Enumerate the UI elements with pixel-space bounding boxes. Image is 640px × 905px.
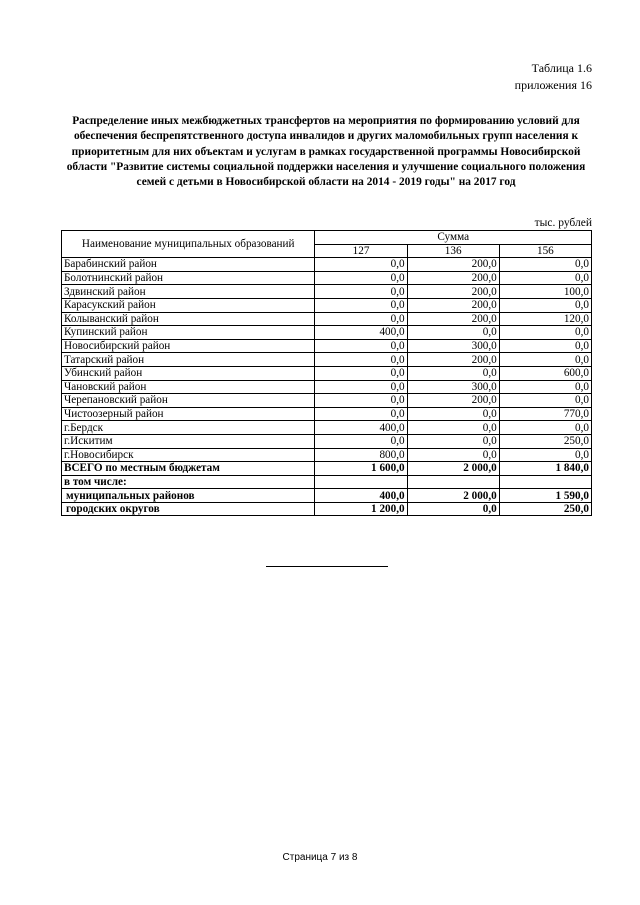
table-row <box>62 312 592 326</box>
value-cell: 0,0 <box>407 434 499 448</box>
value-cell: 1 840,0 <box>499 462 591 476</box>
value-cell: 200,0 <box>407 394 499 408</box>
value-cell: 600,0 <box>499 366 591 380</box>
value-cell: 250,0 <box>499 434 591 448</box>
value-cell: 0,0 <box>499 271 591 285</box>
row-name-cell: Карасукский район <box>62 298 315 312</box>
value-cell: 200,0 <box>407 258 499 272</box>
value-cell: 0,0 <box>407 421 499 435</box>
table-row <box>62 353 592 367</box>
table-row <box>62 339 592 353</box>
table-row <box>62 271 592 285</box>
column-header-name: Наименование муниципальных образований <box>62 231 315 258</box>
table-row <box>62 434 592 448</box>
value-cell: 2 000,0 <box>407 462 499 476</box>
value-cell: 1 590,0 <box>499 489 591 503</box>
value-cell: 0,0 <box>315 298 407 312</box>
value-cell: 0,0 <box>499 298 591 312</box>
table-row <box>62 298 592 312</box>
empty-cell <box>407 475 499 489</box>
value-cell: 200,0 <box>407 298 499 312</box>
row-name-cell: г.Искитим <box>62 434 315 448</box>
row-name-cell: городских округов <box>62 502 315 516</box>
value-cell: 0,0 <box>315 394 407 408</box>
value-cell: 120,0 <box>499 312 591 326</box>
value-cell: 0,0 <box>407 448 499 462</box>
value-cell: 1 200,0 <box>315 502 407 516</box>
empty-cell <box>315 475 407 489</box>
value-cell: 0,0 <box>499 394 591 408</box>
table-row <box>62 448 592 462</box>
value-cell: 300,0 <box>407 339 499 353</box>
value-cell: 400,0 <box>315 489 407 503</box>
end-separator-line <box>266 566 388 567</box>
row-name-cell: Новосибирский район <box>62 339 315 353</box>
value-cell: 0,0 <box>499 339 591 353</box>
value-cell: 0,0 <box>315 407 407 421</box>
value-cell: 400,0 <box>315 421 407 435</box>
value-cell: 250,0 <box>499 502 591 516</box>
value-cell: 100,0 <box>499 285 591 299</box>
table-row <box>62 380 592 394</box>
table-number: Таблица 1.6 <box>531 61 592 75</box>
value-cell: 0,0 <box>315 434 407 448</box>
row-name-cell: Татарский район <box>62 353 315 367</box>
value-cell: 0,0 <box>315 312 407 326</box>
value-cell: 2 000,0 <box>407 489 499 503</box>
value-cell: 0,0 <box>315 285 407 299</box>
value-cell: 200,0 <box>407 285 499 299</box>
value-cell: 0,0 <box>499 258 591 272</box>
table-row <box>62 285 592 299</box>
value-cell: 0,0 <box>499 448 591 462</box>
table-row <box>62 394 592 408</box>
table-body <box>62 258 592 516</box>
row-name-cell: Купинский район <box>62 326 315 340</box>
row-name-cell: Убинский район <box>62 366 315 380</box>
row-name-cell: Колыванский район <box>62 312 315 326</box>
table-row <box>62 421 592 435</box>
row-name-cell: г.Новосибирск <box>62 448 315 462</box>
code-header: 156 <box>499 244 591 258</box>
row-name-cell: Здвинский район <box>62 285 315 299</box>
column-header-sum: Сумма <box>315 231 592 245</box>
value-cell: 0,0 <box>499 421 591 435</box>
value-cell: 0,0 <box>315 380 407 394</box>
value-cell: 200,0 <box>407 353 499 367</box>
row-name-cell: Болотнинский район <box>62 271 315 285</box>
value-cell: 800,0 <box>315 448 407 462</box>
row-name-cell: Чановский район <box>62 380 315 394</box>
value-cell: 0,0 <box>407 502 499 516</box>
value-cell: 0,0 <box>315 339 407 353</box>
page-footer: Страница 7 из 8 <box>282 852 358 863</box>
including-row <box>62 475 592 489</box>
row-name-cell: муниципальных районов <box>62 489 315 503</box>
value-cell: 770,0 <box>499 407 591 421</box>
value-cell: 0,0 <box>407 326 499 340</box>
row-name-cell: Чистоозерный район <box>62 407 315 421</box>
row-name-cell: г.Бердск <box>62 421 315 435</box>
value-cell: 0,0 <box>499 353 591 367</box>
subtotal-row <box>62 489 592 503</box>
code-header: 127 <box>315 244 407 258</box>
row-name-cell: ВСЕГО по местным бюджетам <box>62 462 315 476</box>
units-label: тыс. рублей <box>534 217 592 229</box>
row-name-cell: Барабинский район <box>62 258 315 272</box>
value-cell: 0,0 <box>315 366 407 380</box>
value-cell: 200,0 <box>407 271 499 285</box>
value-cell: 300,0 <box>407 380 499 394</box>
code-header: 136 <box>407 244 499 258</box>
row-name-cell: Черепановский район <box>62 394 315 408</box>
table-row <box>62 407 592 421</box>
including-label: в том числе: <box>62 475 315 489</box>
table-row <box>62 326 592 340</box>
value-cell: 200,0 <box>407 312 499 326</box>
table-reference <box>515 60 592 94</box>
distribution-table <box>61 230 592 516</box>
value-cell: 0,0 <box>315 353 407 367</box>
appendix-number: приложения 16 <box>514 78 592 92</box>
value-cell: 0,0 <box>499 380 591 394</box>
value-cell: 0,0 <box>499 326 591 340</box>
value-cell: 0,0 <box>407 366 499 380</box>
value-cell: 0,0 <box>407 407 499 421</box>
table-row <box>62 258 592 272</box>
value-cell: 0,0 <box>315 271 407 285</box>
value-cell: 1 600,0 <box>315 462 407 476</box>
value-cell: 400,0 <box>315 326 407 340</box>
total-row <box>62 462 592 476</box>
table-row <box>62 366 592 380</box>
document-title: Распределение иных межбюджетных трансфертов на мероприятия по формированию условий для обеспечения беспрепятственного доступа инвалидов и других маломобильных групп населения к приоритетным для них объектам и услугам в рамках государственной программы Новосибирской области "Развитие системы социальной поддержки населения и улучшение социального положения семей с детьми в Новосибирской области на 2014 - 2019 годы" на 2017 год <box>66 115 586 189</box>
empty-cell <box>499 475 591 489</box>
value-cell: 0,0 <box>315 258 407 272</box>
subtotal-row <box>62 502 592 516</box>
